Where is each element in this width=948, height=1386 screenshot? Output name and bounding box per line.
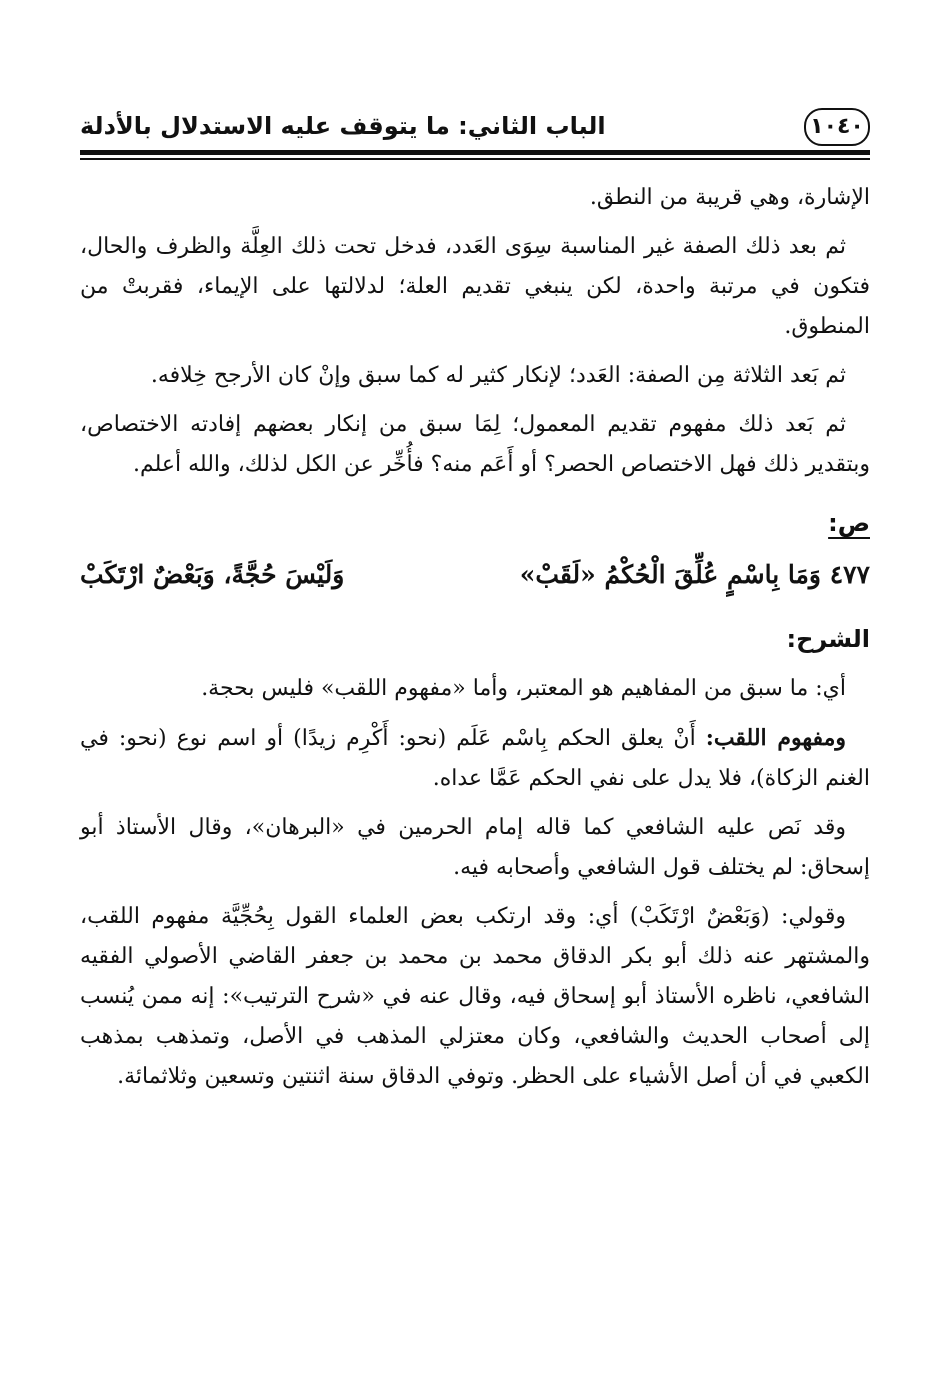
paragraph xyxy=(80,669,870,709)
paragraph-text: أَنْ يعلق الحكم بِاسْم عَلَم (نحو: أَكْرِم زيدًا) أو اسم نوع (نحو: في الغنم الزكاة)، فلا يدل على نفي الحكم عَمَّا عداه. xyxy=(80,726,870,791)
verse-second-hemistich: وَلَيْسَ حُجَّةً، وَبَعْضٌ ارْتَكَبْ xyxy=(80,560,345,589)
paragraph xyxy=(80,718,870,799)
paragraph-text: أي: ما سبق من المفاهيم هو المعتبر، وأما «مفهوم اللقب» فليس بحجة. xyxy=(201,676,846,701)
page-header xyxy=(80,100,870,150)
defined-term: ومفهوم اللقب: xyxy=(705,725,846,751)
paragraph xyxy=(80,897,870,1097)
page-body xyxy=(80,178,870,1106)
paragraph-text: وقد نَص عليه الشافعي كما قاله إمام الحرمين في «البرهان»، وقال الأستاذ أبو إسحاق: لم يختلف قول الشافعي وأصحابه فيه. xyxy=(80,815,870,880)
sharh-heading: الشرح: xyxy=(786,625,870,653)
paragraph-text: وقولي: (وَبَعْضٌ ارْتَكَبْ) أي: وقد ارتكب بعض العلماء القول بِحُجِّيَّة مفهوم اللقب، والمشتهر عنه ذلك أبو بكر الدقاق محمد بن محمد بن جعفر القاضي الأصولي الفقيه الشافعي، ناظره الأستاذ أبو إسحاق فيه، وقال عنه في «شرح الترتيب»: إنه ممن يُنسب إلى أصحاب الحديث والشافعي، وكان معتزلي المذهب في الأصل، وتمذهب بمذهب الكعبي في أن أصل الأشياء على الحظر. وتوفي الدقاق سنة اثنتين وتسعين وثلاثمائة. xyxy=(80,904,870,1089)
matn-heading: ص: xyxy=(828,509,870,537)
header-rule-thin xyxy=(80,158,870,160)
paragraph xyxy=(80,808,870,888)
paragraph: ثم بعد ذلك الصفة غير المناسبة سِوَى العَدد، فدخل تحت ذلك العِلَّة والظرف والحال، فتكون في مرتبة واحدة، لكن ينبغي تقديم العلة؛ لدلالتها على الإيماء، فقربتْ من المنطوق. xyxy=(80,234,870,339)
header-rule-thick xyxy=(80,150,870,155)
running-title: الباب الثاني: ما يتوقف عليه الاستدلال بالأدلة xyxy=(80,112,606,140)
verse-line xyxy=(80,553,870,597)
paragraph: ثم بَعد ذلك مفهوم تقديم المعمول؛ لِمَا سبق من إنكار بعضهم إفادته الاختصاص، وبتقدير ذلك فهل الاختصاص الحصر؟ أو أَعَم منه؟ فأُخِّر عن الكل لذلك، والله أعلم. xyxy=(80,412,870,477)
page-number-badge: ١٠٤٠ xyxy=(804,108,870,146)
paragraph: ثم بَعد الثلاثة مِن الصفة: العَدد؛ لإنكار كثير له كما سبق وإنْ كان الأرجح خِلافه. xyxy=(150,363,846,388)
paragraph: الإشارة، وهي قريبة من النطق. xyxy=(589,185,870,210)
verse-first-hemistich: ٤٧٧ وَمَا بِاسْمٍ عُلِّقَ الْحُكْمُ «لَقَبْ» xyxy=(519,560,870,589)
